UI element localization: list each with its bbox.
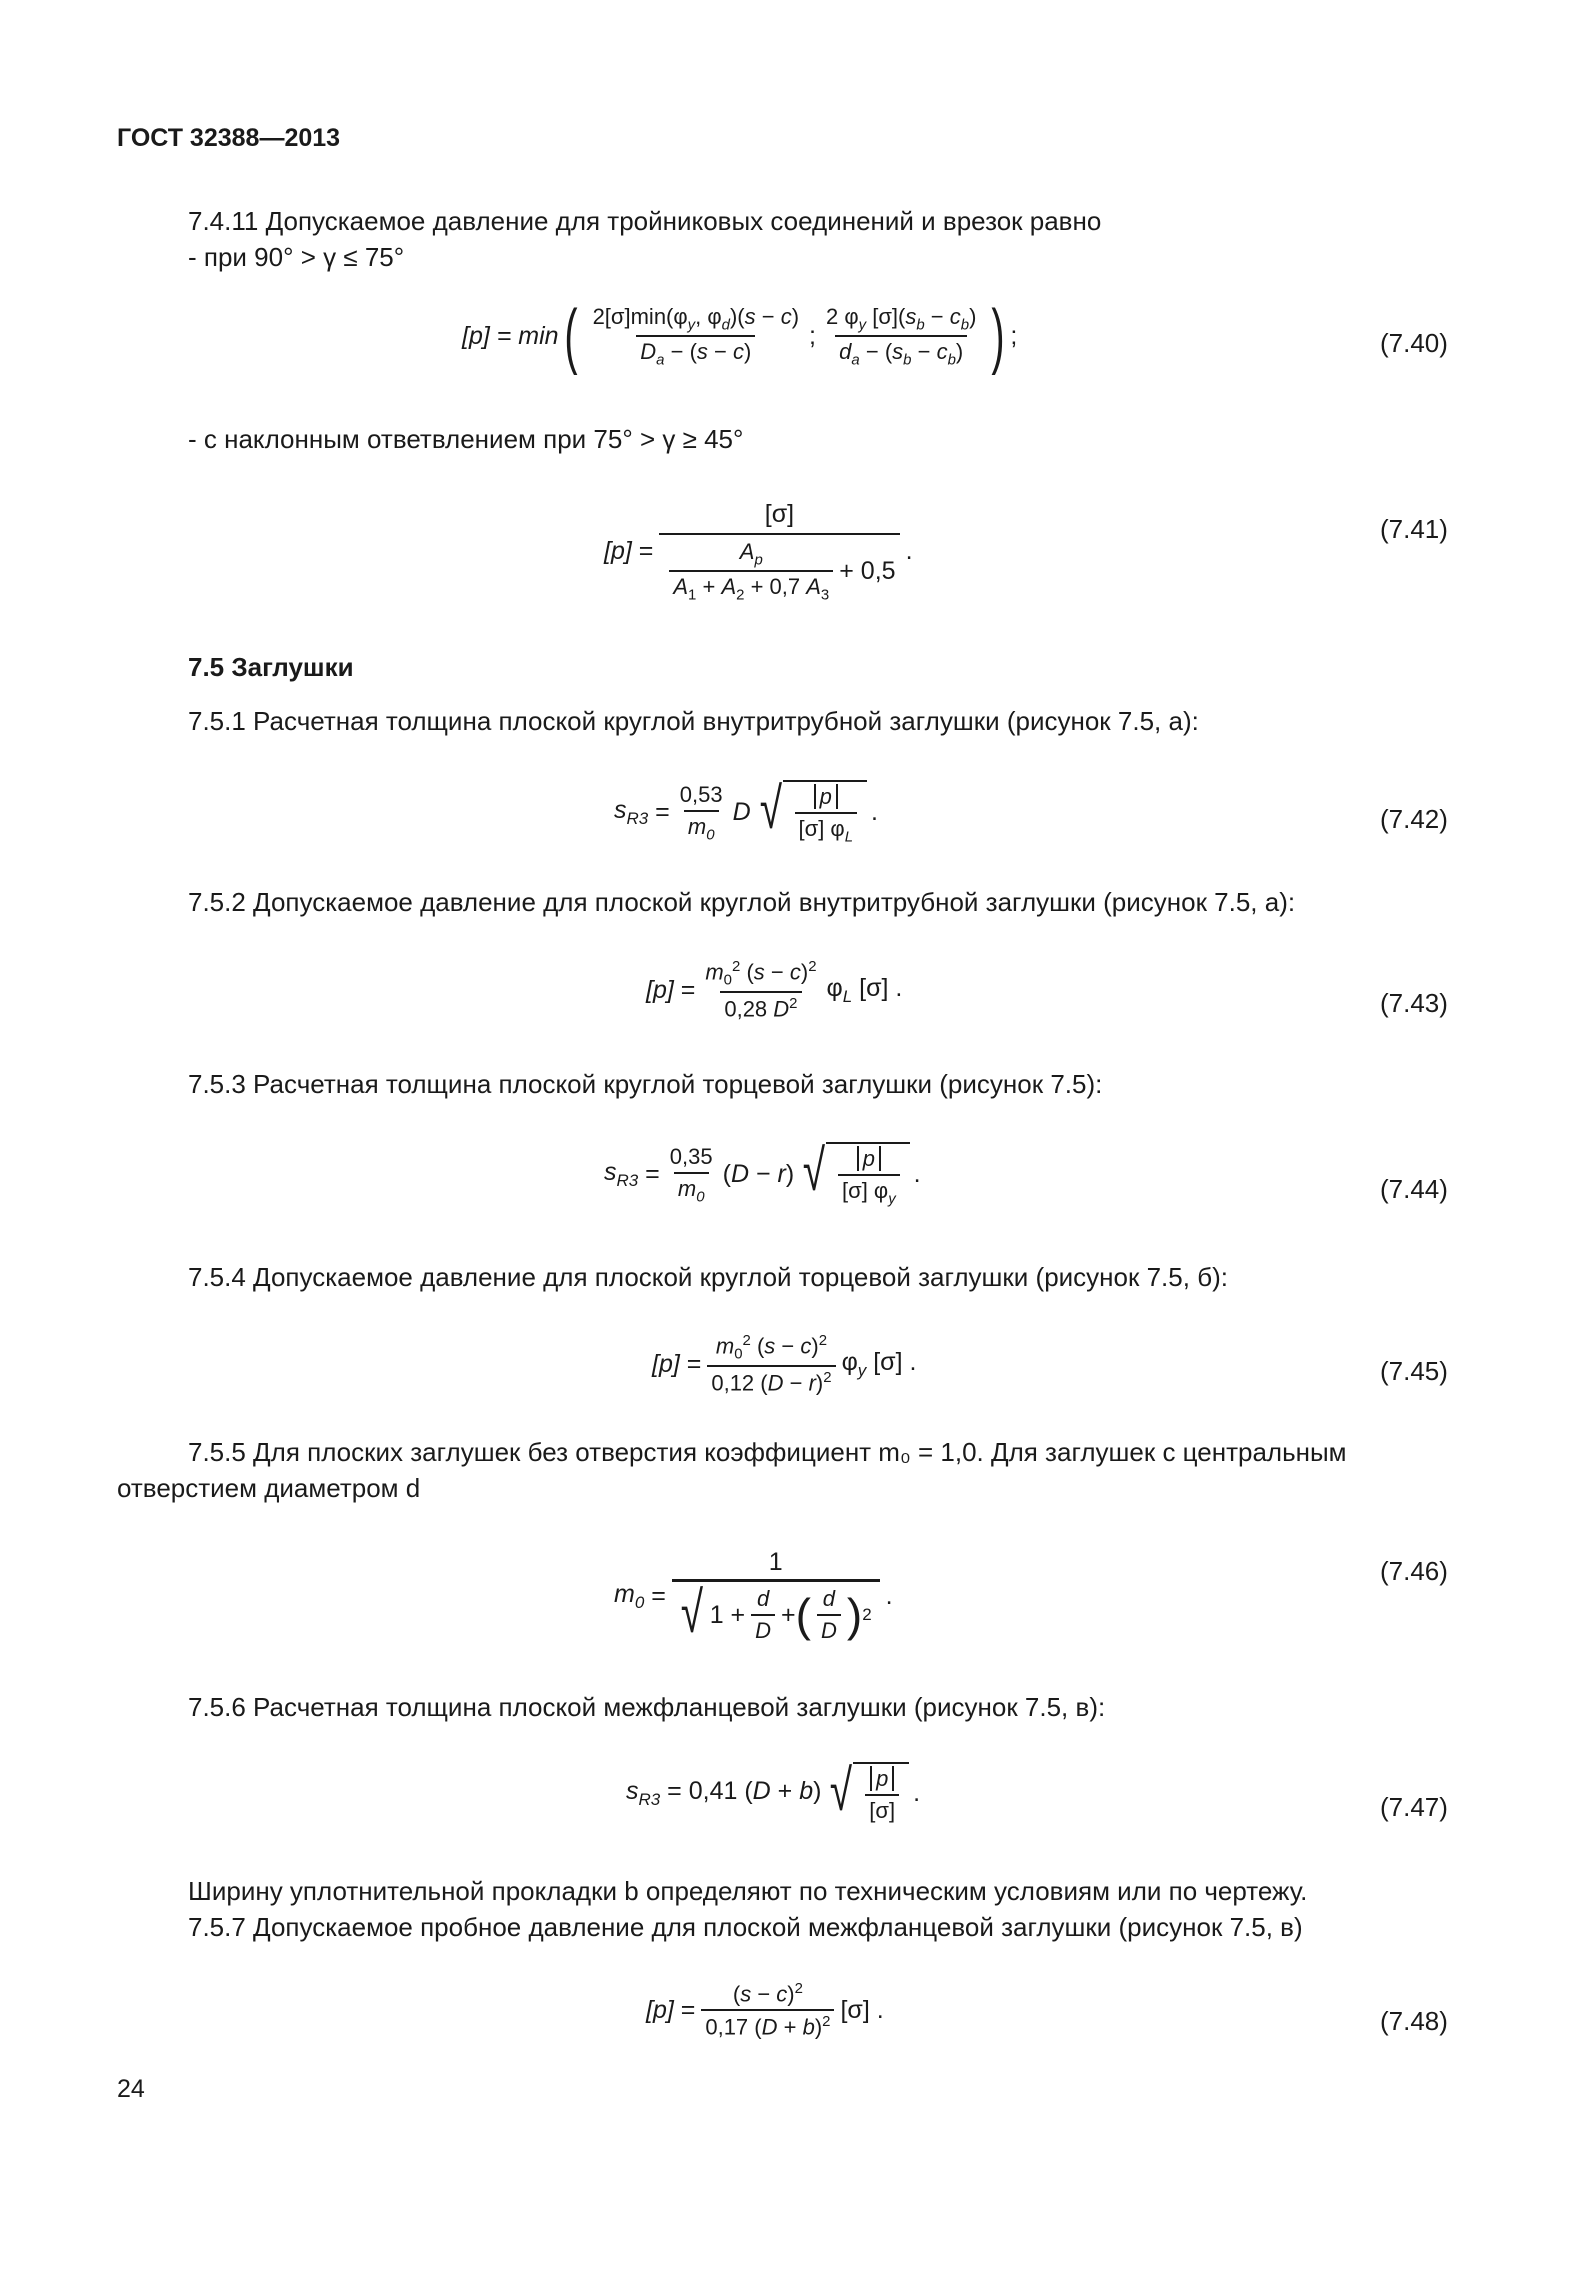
page-number: 24 [117,2075,145,2103]
formula-7-47: $s_{R3} = 0,41$ (D + b) √ $\frac{p}{[\sigma]}$ . [626,1758,921,1823]
formula-7-40-fraction-2: $\frac{2 \varphi_y [\sigma](s_b - c_b)}{d_a - (s_b - c_b)}$ [825,303,977,369]
formula-7-46: $m_0$ = 1 √ 1 + $\frac{d}{D}$ + ( $\frac{d}{D}$ ) 2 . [614,1548,893,1645]
formula-7-42: $s_{R3}$ = $\frac{0,53}{m_0}$ D √ $\frac{p}{[\sigma] \varphi_L}$ . [614,776,878,846]
equation-number-7-48: (7.48) [1380,2006,1448,2036]
formula-7-43: [p] = $\frac{m_0^2 (s - c)^2}{0,28 D^2}$ $\varphi_L$ [σ] . [646,958,903,1022]
equation-number-7-44: (7.44) [1380,1174,1448,1204]
formula-7-41: [p] = [σ] $\frac{A_p}{A_1 + A_2 + 0,7 A_3}$ + 0,5 . [604,500,913,604]
equation-number-7-47: (7.47) [1380,1792,1448,1822]
formula-7-40-fraction-1: $\frac{2[\sigma]\min(\varphi_y, \varphi_d)(s - c)}{D_a - (s - c)}$ [592,303,800,369]
equation-number-7-45: (7.45) [1380,1356,1448,1386]
paragraph-7-5-4: 7.5.4 Допускаемое давление для плоской круглой торцевой заглушки (рисунок 7.5, б): [188,1262,1228,1292]
formula-7-41-fraction: [σ] $\frac{A_p}{A_1 + A_2 + 0,7 A_3}$ + 0,5 [659,500,899,604]
paragraph-7-4-11: 7.4.11 Допускаемое давление для тройниковых соединений и врезок равно [188,206,1102,236]
paragraph-7-5-5: 7.5.5 Для плоских заглушек без отверстия коэффициент m₀ = 1,0. Для заглушек с центральным отверстием диаметром d [117,1437,1347,1503]
paragraph-7-5-6: 7.5.6 Расчетная толщина плоской межфланцевой заглушки (рисунок 7.5, в): [188,1692,1106,1722]
case-75-45: - с наклонным ответвлением при 75° > γ ≥ 45° [188,424,744,454]
paragraph-7-5-3: 7.5.3 Расчетная толщина плоской круглой торцевой заглушки (рисунок 7.5): [188,1069,1103,1099]
right-paren: ) [991,296,1005,376]
equation-number-7-43: (7.43) [1380,988,1448,1018]
paragraph-7-5-1: 7.5.1 Расчетная толщина плоской круглой внутритрубной заглушки (рисунок 7.5, а): [188,706,1199,736]
section-heading-7-5: 7.5 Заглушки [188,652,354,682]
document-code: ГОСТ 32388—2013 [117,124,341,152]
formula-7-40: [p] = min ( $\frac{2[\sigma]\min(\varphi_y, \varphi_d)(s - c)}{D_a - (s - c)}$ ; $\frac{2 \varphi_y [\sigma](s_b - c_b)}{d_a - (s_b - c_b)}$ ) ; [462,296,1018,376]
formula-7-40-lhs: [p] = min [462,321,559,350]
formula-7-44: $s_{R3}$ = $\frac{0,35}{m_0}$ (D − r) √ $\frac{p}{[\sigma] \varphi_y}$ . [604,1138,921,1208]
paragraph-gasket-width: Ширину уплотнительной прокладки b определяют по техническим условиям или по чертежу. [188,1876,1308,1906]
paragraph-7-5-2: 7.5.2 Допускаемое давление для плоской круглой внутритрубной заглушки (рисунок 7.5, а): [188,887,1296,917]
square-root: √ $\frac{p}{[\sigma] \varphi_L}$ [755,780,867,845]
formula-7-48: [p] = $\frac{(s - c)^2}{0,17 (D + b)^2}$ [σ] . [646,1980,884,2040]
equation-number-7-46: (7.46) [1380,1556,1448,1586]
equation-number-7-42: (7.42) [1380,804,1448,834]
case-90-75: - при 90° > γ ≤ 75° [188,242,405,272]
formula-7-45: [p] = $\frac{m_0^2 (s - c)^2}{0,12 (D - r)^2}$ $\varphi_y$ [σ] . [652,1332,917,1396]
left-paren: ( [563,296,578,376]
equation-number-7-40: (7.40) [1380,328,1448,358]
equation-number-7-41: (7.41) [1380,514,1448,544]
paragraph-7-5-7: 7.5.7 Допускаемое пробное давление для плоской межфланцевой заглушки (рисунок 7.5, в) [188,1912,1303,1942]
